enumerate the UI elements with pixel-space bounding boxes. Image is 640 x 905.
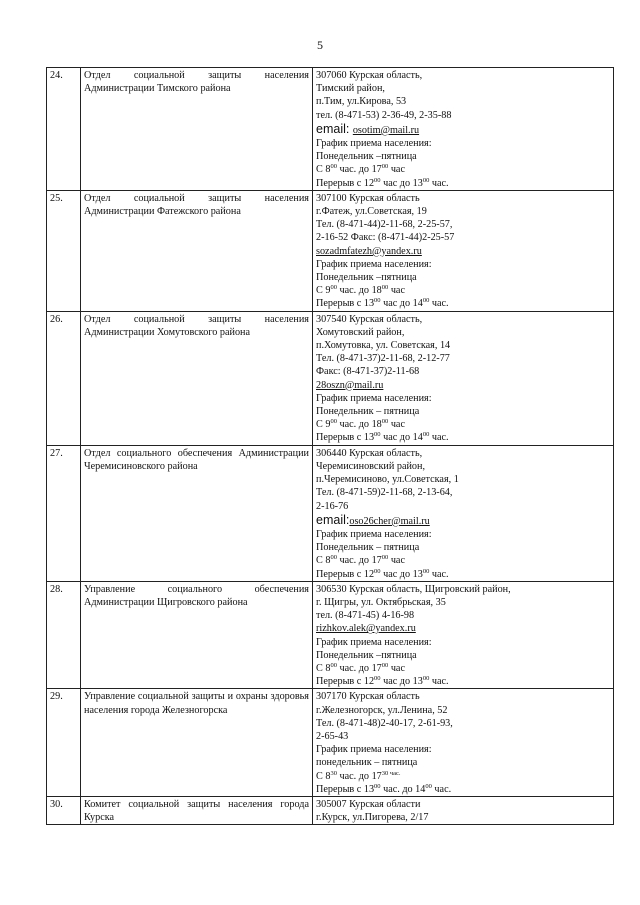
row-number: 25. xyxy=(47,190,81,311)
row-number: 30. xyxy=(47,796,81,824)
schedule-title: График приема населения: xyxy=(316,392,432,404)
table-row xyxy=(47,796,614,824)
email-link[interactable]: oso26cher@mail.ru xyxy=(349,515,430,527)
row-number: 28. xyxy=(47,581,81,689)
break-hours: Перерыв с $13^{00}$ час до $14^{00}$ час. xyxy=(316,297,449,310)
phone-line: тел. (8-471-53) 2-36-49, 2-35-88 xyxy=(316,109,452,121)
schedule-title: График приема населения: xyxy=(316,528,432,540)
contact-info xyxy=(313,311,614,445)
table-row xyxy=(47,311,614,445)
phone-line: 2-65-43 xyxy=(316,730,349,742)
break-hours: Перерыв с $12^{00}$ час до $13^{00}$ час. xyxy=(316,176,449,189)
address-line: 307170 Курская область xyxy=(316,691,420,703)
email-line xyxy=(316,513,610,528)
break-hours: Перерыв с $12^{00}$ час до $13^{00}$ час. xyxy=(316,567,449,580)
address-line: 305007 Курская области xyxy=(316,798,421,810)
schedule-title: График приема населения: xyxy=(316,138,432,150)
address-line: г.Курск, ул.Пигорева, 2/17 xyxy=(316,812,429,824)
address-line: г. Щигры, ул. Октябрьская, 35 xyxy=(316,596,446,608)
email-link[interactable]: rizhkov.alek@yandex.ru xyxy=(316,623,416,635)
organization-name: Комитет социальной защиты населения города Курска xyxy=(81,796,313,824)
email-line xyxy=(316,122,610,137)
phone-line: Тел. (8-471-48)2-40-17, 2-61-93, xyxy=(316,717,453,729)
work-hours: С $9^{00}$ час. до $18^{00}$ час xyxy=(316,418,405,431)
schedule-days: Понедельник –пятница xyxy=(316,151,417,163)
phone-line: Тел. (8-471-44)2-11-68, 2-25-57, xyxy=(316,219,453,231)
email-link[interactable]: osotim@mail.ru xyxy=(352,124,420,136)
table-row xyxy=(47,445,614,581)
schedule-days: Понедельник –пятница xyxy=(316,272,417,284)
contacts-table xyxy=(46,67,614,825)
work-hours: С $8^{30}$ час. до $17^{30 час.}$ xyxy=(316,769,401,782)
organization-name: Управление социальной защиты и охраны здоровья населения города Железногорска xyxy=(81,689,313,797)
table-row xyxy=(47,68,614,191)
row-number: 26. xyxy=(47,311,81,445)
address-line: п.Тим, ул.Кирова, 53 xyxy=(316,96,407,108)
address-line: 306530 Курская область, Щигровский район, xyxy=(316,583,511,595)
contact-info xyxy=(313,796,614,824)
address-line: 306440 Курская область, xyxy=(316,447,423,459)
email-link[interactable]: 28oszn@mail.ru xyxy=(316,379,384,391)
address-line: Хомутовский район, xyxy=(316,326,405,338)
organization-name: Отдел социальной защиты населения Администрации Тимского района xyxy=(81,68,313,191)
table-row xyxy=(47,689,614,797)
schedule-days: Понедельник –пятница xyxy=(316,649,417,661)
contact-info xyxy=(313,581,614,689)
work-hours: С $9^{00}$ час. до $18^{00}$ час xyxy=(316,284,405,297)
email-link[interactable]: sozadmfatezh@yandex.ru xyxy=(316,245,422,257)
break-hours: Перерыв с $13^{00}$ час. до $14^{00}$ час. xyxy=(316,782,452,795)
email-label: email: xyxy=(316,121,353,136)
contact-info xyxy=(313,445,614,581)
contact-info xyxy=(313,68,614,191)
address-line: п.Хомутовка, ул. Советская, 14 xyxy=(316,340,451,352)
schedule-days: Понедельник – пятница xyxy=(316,542,420,554)
email-label: email: xyxy=(316,512,350,527)
address-line: 307100 Курская область xyxy=(316,192,420,204)
page-number: 5 xyxy=(317,38,323,52)
organization-name: Управление социального обеспечения Администрации Щигровского района xyxy=(81,581,313,689)
schedule-days: Понедельник – пятница xyxy=(316,406,420,418)
address-line: п.Черемисиново, ул.Советская, 1 xyxy=(316,474,459,486)
address-line: Тимский район, xyxy=(316,83,385,95)
work-hours: С $8^{00}$ час. до $17^{00}$ час xyxy=(316,661,405,674)
schedule-title: График приема населения: xyxy=(316,744,432,756)
schedule-title: График приема населения: xyxy=(316,636,432,648)
address-line: г.Фатеж, ул.Советская, 19 xyxy=(316,206,427,218)
table-row xyxy=(47,581,614,689)
phone-line: Тел. (8-471-37)2-11-68, 2-12-77 xyxy=(316,353,450,365)
row-number: 24. xyxy=(47,68,81,191)
work-hours: С $8^{00}$ час. до $17^{00}$ час xyxy=(316,554,405,567)
address-line: г.Железногорск, ул.Ленина, 52 xyxy=(316,704,448,716)
schedule-title: График приема населения: xyxy=(316,258,432,270)
schedule-days: понедельник – пятница xyxy=(316,757,418,769)
phone-line: 2-16-76 xyxy=(316,500,349,512)
row-number: 29. xyxy=(47,689,81,797)
organization-name: Отдел социальной защиты населения Администрации Хомутовского района xyxy=(81,311,313,445)
address-line: 307060 Курская область, xyxy=(316,70,423,81)
organization-name: Отдел социальной защиты населения Администрации Фатежского района xyxy=(81,190,313,311)
organization-name: Отдел социального обеспечения Администрации Черемисиновского района xyxy=(81,445,313,581)
break-hours: Перерыв с $13^{00}$ час до $14^{00}$ час. xyxy=(316,431,449,444)
address-line: Черемисиновский район, xyxy=(316,460,426,472)
break-hours: Перерыв с $12^{00}$ час до $13^{00}$ час. xyxy=(316,675,449,688)
row-number: 27. xyxy=(47,445,81,581)
table-row xyxy=(47,190,614,311)
work-hours: С $8^{00}$ час. до $17^{00}$ час xyxy=(316,163,405,176)
phone-line: тел. (8-471-45) 4-16-98 xyxy=(316,610,415,622)
contact-info xyxy=(313,689,614,797)
address-line: 307540 Курская область, xyxy=(316,313,423,325)
phone-line: 2-16-52 Факс: (8-471-44)2-25-57 xyxy=(316,232,455,244)
phone-line: Тел. (8-471-59)2-11-68, 2-13-64, xyxy=(316,487,453,499)
fax-line: Факс: (8-471-37)2-11-68 xyxy=(316,366,420,378)
contact-info xyxy=(313,190,614,311)
